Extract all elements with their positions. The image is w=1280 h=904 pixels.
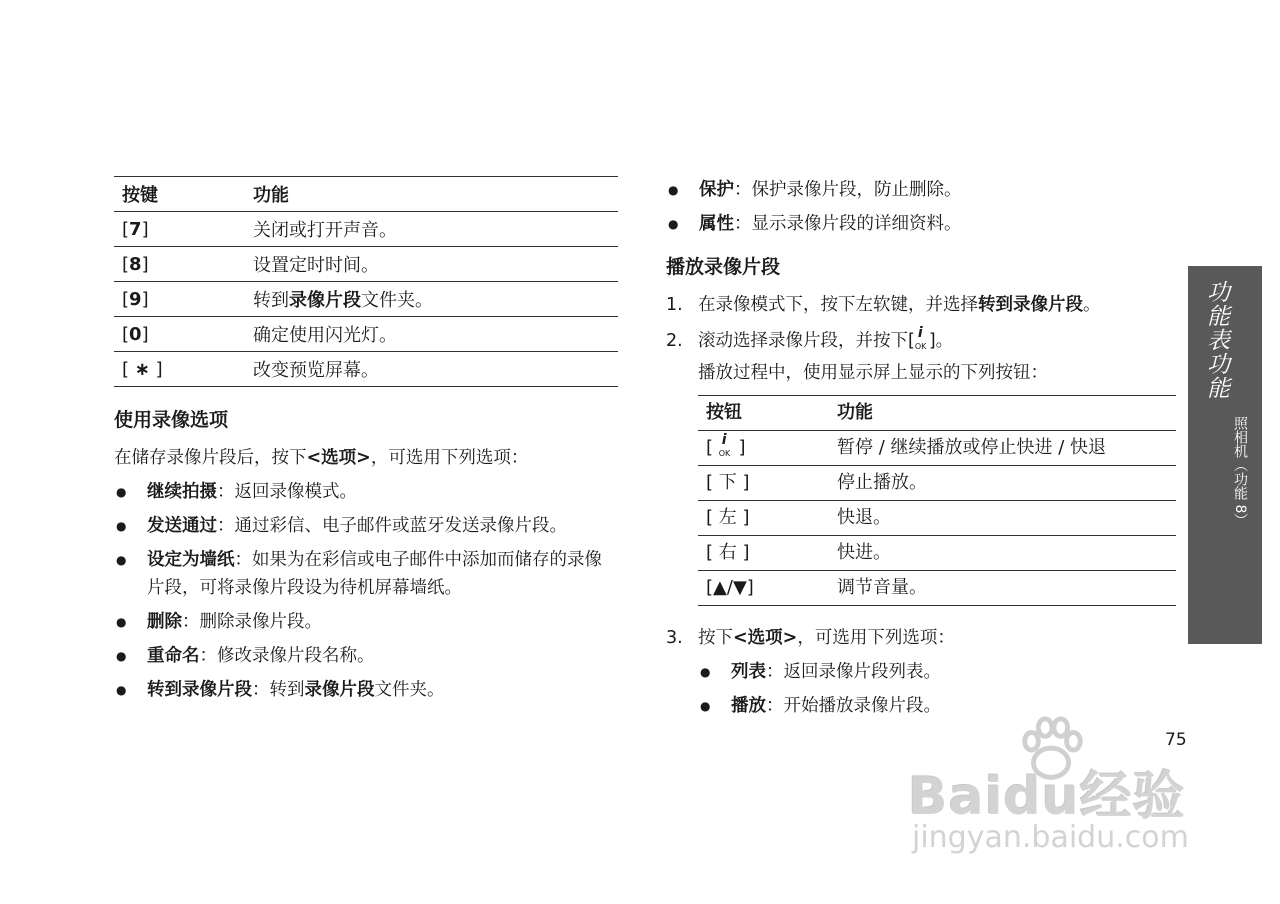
intro-paragraph: 在储存录像片段后，按下<选项>，可选用下列选项： bbox=[114, 448, 529, 468]
function-cell: 关闭或打开声音。 bbox=[245, 212, 618, 247]
table-row bbox=[114, 352, 618, 387]
right-column bbox=[666, 176, 1176, 728]
table-row bbox=[698, 466, 1176, 501]
chapter-subtitle: 照相机（功能 8） bbox=[1232, 416, 1248, 528]
ok-key-icon: i OK bbox=[718, 432, 731, 458]
chapter-title: 功能表功能 bbox=[1203, 280, 1229, 400]
step-note: 播放过程中，使用显示屏上显示的下列按钮： bbox=[698, 363, 1048, 383]
list-item: ● 发送通过：通过彩信、电子邮件或蓝牙发送录像片段。 bbox=[114, 512, 618, 540]
button-cell: [ i OK ] bbox=[698, 431, 829, 466]
key-cell: [7] bbox=[114, 212, 245, 247]
step-item: 3. 按下<选项>，可选用下列选项： ● 列表：返回录像片段列表。 ● 播放：开始播放录像片段。 bbox=[666, 624, 1176, 720]
section-title-video-options: 使用录像选项 bbox=[114, 409, 229, 431]
table-row bbox=[114, 212, 618, 247]
list-item: ● 播放：开始播放录像片段。 bbox=[698, 692, 1176, 720]
more-options-list bbox=[666, 176, 1176, 238]
watermark-brand: Baidu经验 bbox=[908, 767, 1186, 827]
table-row bbox=[698, 571, 1176, 606]
playback-options-list bbox=[698, 658, 1176, 720]
key-cell: [9] bbox=[114, 282, 245, 317]
table-row bbox=[114, 247, 618, 282]
watermark-url: jingyan.baidu.com bbox=[912, 820, 1189, 855]
button-cell: [▲/▼] bbox=[698, 571, 829, 606]
steps-list bbox=[666, 291, 1176, 720]
table-row bbox=[114, 317, 618, 352]
function-cell: 快退。 bbox=[829, 501, 1176, 536]
list-item: ● 继续拍摄：返回录像模式。 bbox=[114, 478, 618, 506]
function-cell: 暂停 / 继续播放或停止快进 / 快退 bbox=[829, 431, 1176, 466]
table-header-function: 功能 bbox=[245, 177, 618, 212]
key-cell: [ ∗ ] bbox=[114, 352, 245, 387]
list-item: ● 设定为墙纸：如果为在彩信或电子邮件中添加而储存的录像片段，可将录像片段设为待机屏幕墙纸。 bbox=[114, 546, 618, 602]
key-cell: [0] bbox=[114, 317, 245, 352]
page-number: 75 bbox=[1165, 730, 1187, 750]
left-column bbox=[114, 176, 618, 710]
list-item: ● 删除：删除录像片段。 bbox=[114, 608, 618, 636]
table-header-row bbox=[114, 177, 618, 212]
table-row bbox=[698, 431, 1176, 466]
list-item: ● 转到录像片段：转到录像片段文件夹。 bbox=[114, 676, 618, 704]
function-cell: 改变预览屏幕。 bbox=[245, 352, 618, 387]
step-item: 2. 滚动选择录像片段，并按下[ i OK ]。 播放过程中，使用显示屏上显示的下列按钮： 按钮 功能 [ i OK ] 暂停 / 继续播放或停止快进 / 快退 [ 下 ] 停止播放。 [ 左 ] 快退。 [ 右 ] 快进。 [▲/▼] 调节音量。 bbox=[666, 327, 1176, 606]
baidu-watermark bbox=[900, 712, 1230, 862]
step-item: 1. 在录像模式下，按下左软键，并选择转到录像片段。 bbox=[666, 295, 1101, 315]
list-item: ● 列表：返回录像片段列表。 bbox=[698, 658, 1176, 686]
button-cell: [ 下 ] bbox=[698, 466, 829, 501]
function-cell: 停止播放。 bbox=[829, 466, 1176, 501]
function-cell: 快进。 bbox=[829, 536, 1176, 571]
button-cell: [ 左 ] bbox=[698, 501, 829, 536]
table-row bbox=[698, 501, 1176, 536]
table-header-button: 按钮 bbox=[698, 396, 829, 431]
function-cell: 设置定时时间。 bbox=[245, 247, 618, 282]
table-row bbox=[114, 282, 618, 317]
options-list bbox=[114, 478, 618, 704]
function-cell: 确定使用闪光灯。 bbox=[245, 317, 618, 352]
section-title-play-video: 播放录像片段 bbox=[666, 256, 781, 278]
chapter-side-tab bbox=[1188, 266, 1262, 644]
table-header-key: 按键 bbox=[114, 177, 245, 212]
key-function-table bbox=[114, 176, 618, 387]
table-header-function: 功能 bbox=[829, 396, 1176, 431]
table-header-row bbox=[698, 396, 1176, 431]
function-cell: 转到录像片段文件夹。 bbox=[245, 282, 618, 317]
ok-key-icon: i OK bbox=[914, 325, 927, 351]
list-item: ● 属性：显示录像片段的详细资料。 bbox=[666, 210, 1176, 238]
function-cell: 调节音量。 bbox=[829, 571, 1176, 606]
playback-button-table bbox=[698, 395, 1176, 606]
key-cell: [8] bbox=[114, 247, 245, 282]
list-item: ● 保护：保护录像片段，防止删除。 bbox=[666, 176, 1176, 204]
table-row bbox=[698, 536, 1176, 571]
button-cell: [ 右 ] bbox=[698, 536, 829, 571]
list-item: ● 重命名：修改录像片段名称。 bbox=[114, 642, 618, 670]
